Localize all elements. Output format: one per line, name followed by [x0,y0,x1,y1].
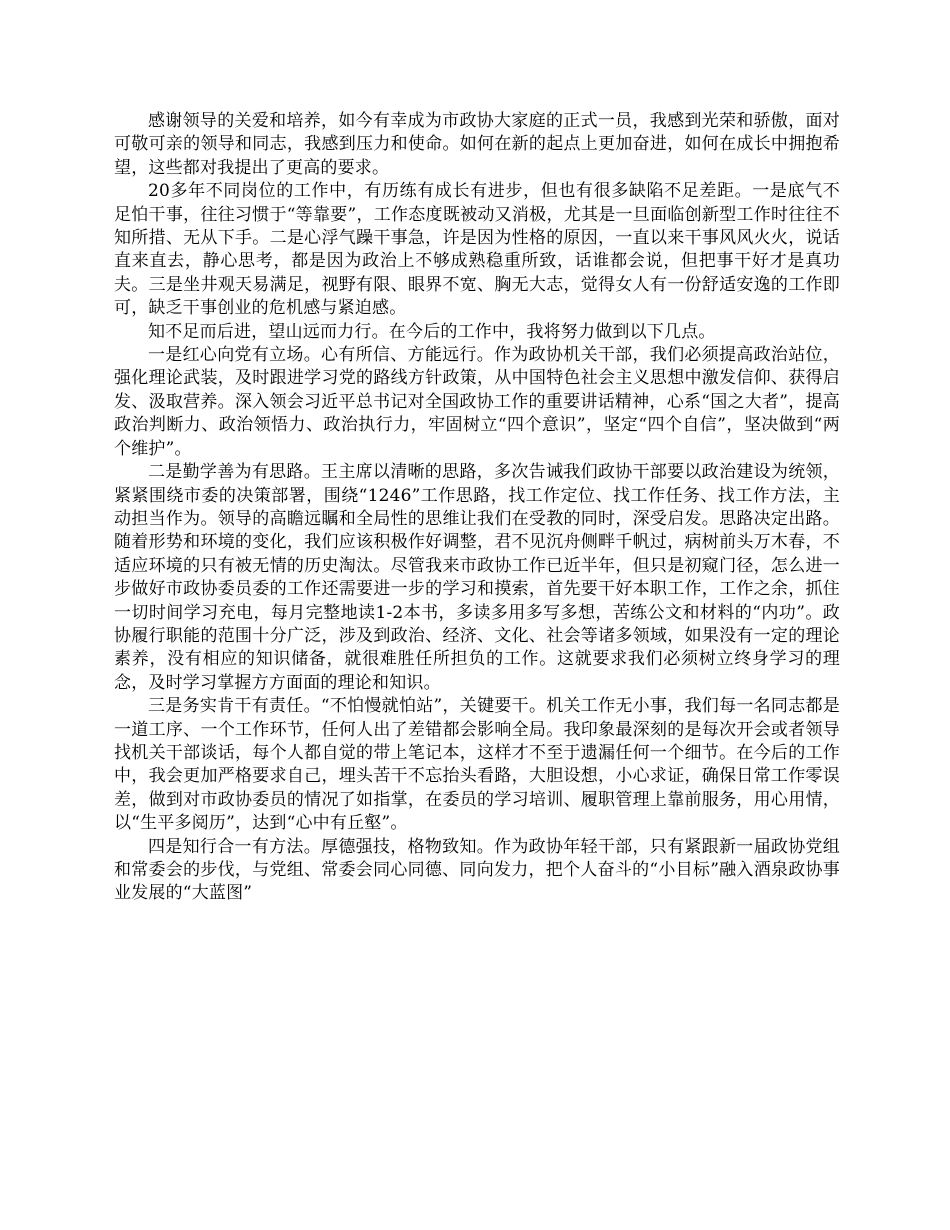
paragraph-4: 一是红心向党有立场。心有所信、方能远行。作为政协机关干部，我们必须提高政治站位，强化理论武装，及时跟进学习党的路线方针政策，从中国特色社会主义思想中激发信仰、获得启发、汲取营养。深入领会习近平总书记对全国政协工作的重要讲话精神，心系“国之大者”，提高政治判断力、政治领悟力、政治执行力，牢固树立“四个意识”，坚定“四个自信”，坚决做到“两个维护”。 [114,345,840,459]
paragraph-5: 二是勤学善为有思路。王主席以清晰的思路，多次告诫我们政协干部要以政治建设为统领，紧紧围绕市委的决策部署，围绕“1246”工作思路，找工作定位、找工作任务、找工作方法，主动担当作为。领导的高瞻远瞩和全局性的思维让我们在受教的同时，深受启发。思路决定出路。随着形势和环境的变化，我们应该积极作好调整，君不见沉舟侧畔千帆过，病树前头万木春，不适应环境的只有被无情的历史淘汰。尽管我来市政协工作已近半年，但只是初窥门径，怎么进一步做好市政协委员委的工作还需要进一步的学习和摸索，首先要干好本职工作，工作之余，抓住一切时间学习充电，每月完整地读1-2本书，多读多用多写多想，苦练公文和材料的“内功”。政协履行职能的范围十分广泛，涉及到政治、经济、文化、社会等诸多领域，如果没有一定的理论素养，没有相应的知识储备，就很难胜任所担负的工作。这就要求我们必须树立终身学习的理念，及时学习掌握方方面面的理论和知识。 [114,462,840,693]
paragraph-1: 感谢领导的关爱和培养，如今有幸成为市政协大家庭的正式一员，我感到光荣和骄傲，面对可敬可亲的领导和同志，我感到压力和使命。如何在新的起点上更加奋进，如何在成长中拥抱希望，这些都对我提出了更高的要求。 [114,111,840,178]
paragraph-2: 20多年不同岗位的工作中，有历练有成长有进步，但也有很多缺陷不足差距。一是底气不足怕干事，往往习惯于“等靠要”，工作态度既被动又消极，尤其是一旦面临创新型工作时往往不知所措、无从下手。二是心浮气躁干事急，许是因为性格的原因，一直以来干事风风火火，说话直来直去，静心思考，都是因为政治上不够成熟稳重所致，话谁都会说，但把事干好才是真功夫。三是坐井观天易满足，视野有限、眼界不宽、胸无大志，觉得女人有一份舒适安逸的工作即可，缺乏干事创业的危机感与紧迫感。 [114,181,840,319]
paragraph-3: 知不足而后进，望山远而力行。在今后的工作中，我将努力做到以下几点。 [148,321,716,342]
document-body [114,110,840,906]
paragraph-7: 四是知行合一有方法。厚德强技，格物致知。作为政协年轻干部，只有紧跟新一届政协党组和常委会的步伐，与党组、常委会同心同德、同向发力，把个人奋斗的“小目标”融入酒泉政协事业发展的“大蓝图” [114,836,840,904]
paragraph-6: 三是务实肯干有责任。“不怕慢就怕站”，关键要干。机关工作无小事，我们每一名同志都是一道工序、一个工作环节，任何人出了差错都会影响全局。我印象最深刻的是每次开会或者领导找机关干部谈话，每个人都自觉的带上笔记本，这样才不至于遗漏任何一个细节。在今后的工作中，我会更加严格要求自己，埋头苦干不忘抬头看路，大胆设想，小心求证，确保日常工作零误差，做到对市政协委员的情况了如指掌，在委员的学习培训、履职管理上靠前服务，用心用情，以“生平多阅历”，达到“心中有丘壑”。 [114,696,840,834]
